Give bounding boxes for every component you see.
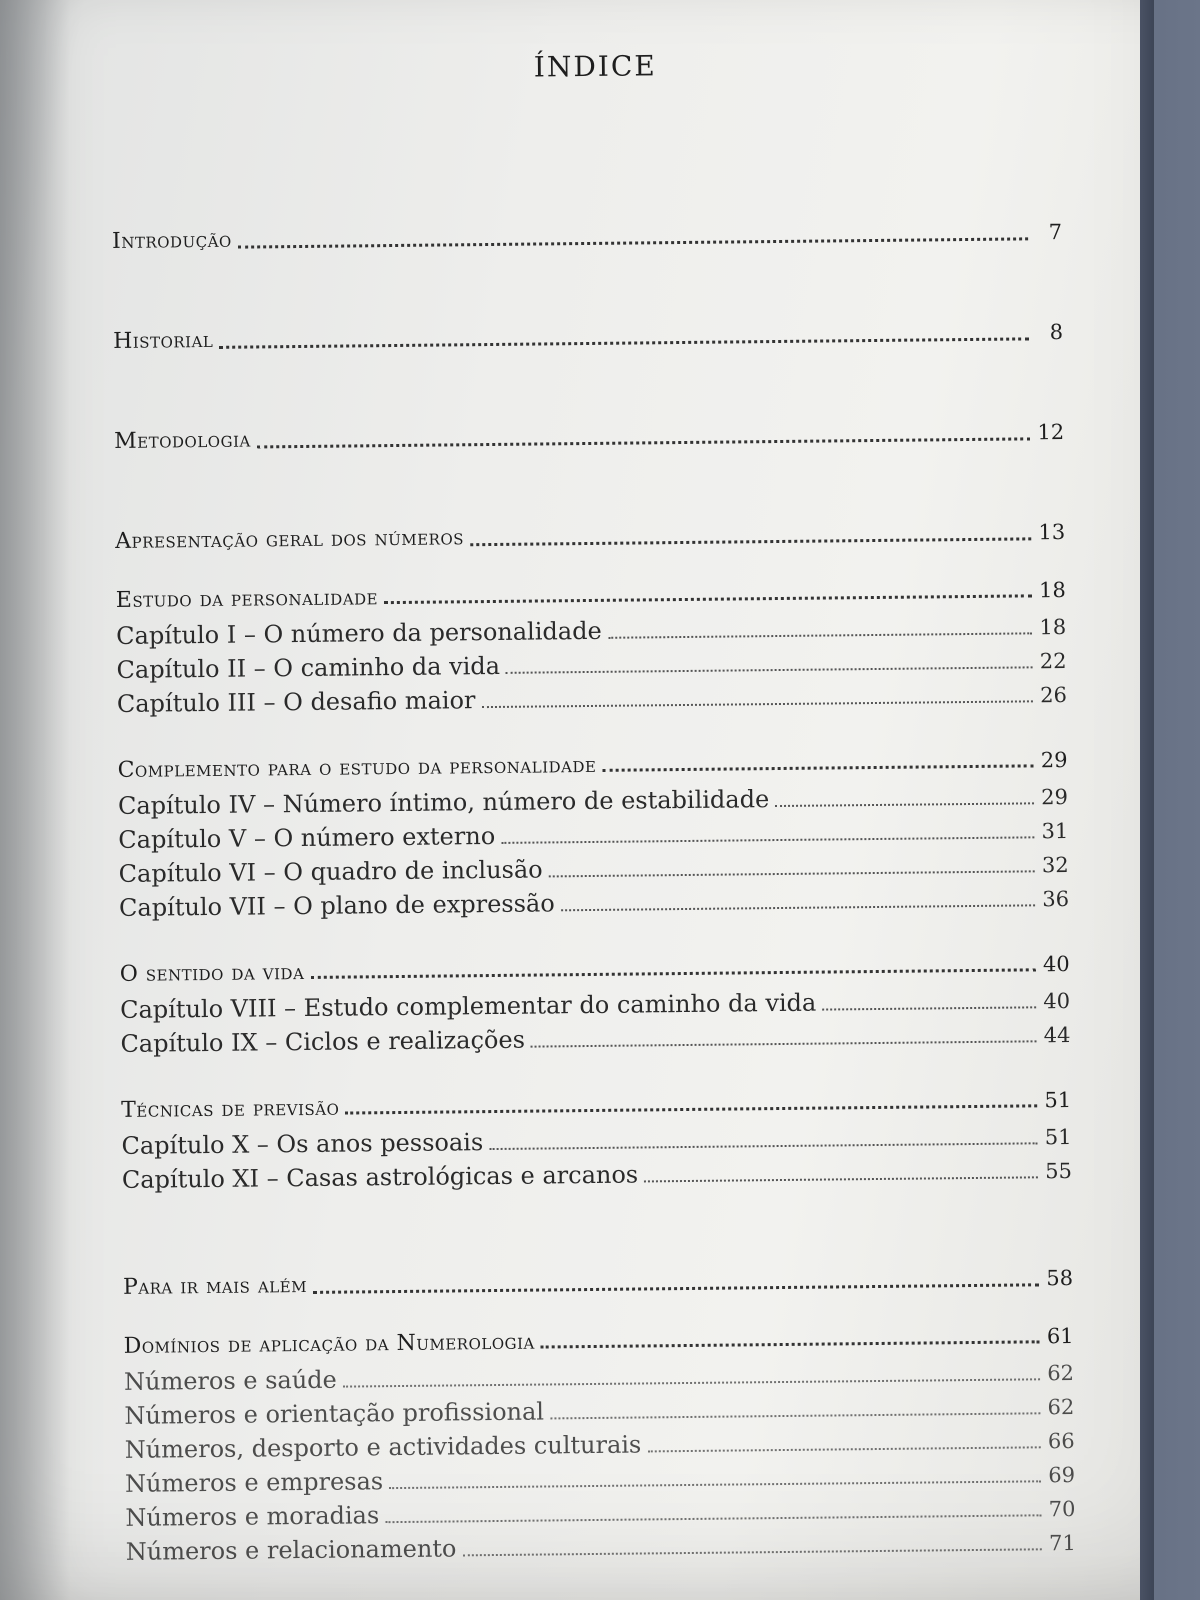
entry-label: Números e moradias bbox=[125, 1501, 380, 1532]
toc-section bbox=[122, 1224, 1073, 1300]
page-number: 62 bbox=[1047, 1394, 1075, 1420]
dot-leader bbox=[313, 1283, 1039, 1294]
dot-leader bbox=[489, 1142, 1037, 1150]
toc-section bbox=[112, 178, 1063, 254]
dot-leader bbox=[550, 1412, 1040, 1419]
entry-label: Números, desporto e actividades culturais bbox=[124, 1430, 642, 1464]
toc-section bbox=[114, 378, 1065, 454]
entry-label: Capítulo I – O número da personalidade bbox=[116, 616, 602, 650]
page-number: 13 bbox=[1038, 519, 1066, 545]
page-number: 40 bbox=[1042, 951, 1070, 977]
toc-heading bbox=[113, 278, 1064, 354]
page-number: 18 bbox=[1038, 577, 1066, 603]
page-number: 61 bbox=[1046, 1323, 1074, 1349]
page-number: 58 bbox=[1046, 1265, 1074, 1291]
page-number: 44 bbox=[1043, 1022, 1071, 1048]
dot-leader bbox=[345, 1104, 1037, 1114]
toc-section bbox=[116, 578, 1067, 724]
dot-leader bbox=[501, 836, 1034, 844]
entry-label: Capítulo X – Os anos pessoais bbox=[121, 1128, 484, 1160]
dot-leader bbox=[647, 1446, 1040, 1452]
entry-label: Capítulo IX – Ciclos e realizações bbox=[120, 1025, 526, 1058]
entry-label: Capítulo V – O número externo bbox=[118, 821, 496, 854]
page-number: 12 bbox=[1037, 420, 1065, 445]
dot-leader bbox=[506, 666, 1033, 674]
page-number: 29 bbox=[1040, 747, 1068, 773]
entry-label: Números e relacionamento bbox=[125, 1534, 457, 1566]
page-number: 8 bbox=[1049, 320, 1064, 345]
toc-section bbox=[115, 478, 1066, 554]
toc-section bbox=[120, 952, 1071, 1064]
page-number: 36 bbox=[1042, 886, 1070, 912]
entry-label: O sentido da vida bbox=[119, 959, 305, 987]
dot-leader bbox=[462, 1548, 1041, 1556]
dot-leader bbox=[561, 904, 1035, 911]
entry-label: Técnicas de previsão bbox=[121, 1095, 340, 1123]
toc-body bbox=[112, 178, 1076, 1572]
entry-label: Números e orientação profissional bbox=[124, 1397, 545, 1430]
page-number: 18 bbox=[1039, 614, 1067, 640]
page-number: 62 bbox=[1047, 1360, 1075, 1386]
entry-label: Números e empresas bbox=[124, 1467, 384, 1498]
dot-leader bbox=[531, 1040, 1037, 1047]
page-number: 71 bbox=[1048, 1530, 1076, 1556]
toc-section bbox=[117, 748, 1069, 928]
dot-leader bbox=[549, 870, 1035, 877]
entry-label: Para ir mais além bbox=[122, 1272, 308, 1300]
page-number: 66 bbox=[1047, 1428, 1075, 1454]
toc-section bbox=[113, 278, 1064, 354]
entry-label: Números e saúde bbox=[123, 1365, 337, 1396]
entry-label: Complemento para o estudo da personalidade bbox=[117, 752, 597, 783]
entry-label: Capítulo II – O caminho da vida bbox=[116, 651, 501, 684]
toc-heading bbox=[112, 178, 1063, 254]
dot-leader bbox=[541, 1340, 1040, 1348]
dot-leader bbox=[384, 594, 1032, 604]
entry-label: Estudo da personalidade bbox=[115, 585, 379, 613]
toc-heading bbox=[114, 378, 1065, 454]
page-title: ÍNDICE bbox=[533, 49, 657, 84]
spine-shadow bbox=[0, 0, 70, 1600]
entry-label: Capítulo XI – Casas astrológicas e arcanos bbox=[121, 1160, 639, 1194]
entry-label: Capítulo VIII – Estudo complementar do caminho da vida bbox=[119, 988, 817, 1024]
page-number: 70 bbox=[1048, 1496, 1076, 1522]
dot-leader bbox=[385, 1514, 1041, 1523]
entry-label: Capítulo VI – O quadro de inclusão bbox=[118, 855, 543, 888]
toc-heading bbox=[122, 1224, 1073, 1300]
entry-label: Capítulo VII – O plano de expressão bbox=[118, 889, 555, 922]
dot-leader bbox=[470, 537, 1031, 546]
dot-leader bbox=[644, 1176, 1038, 1182]
entry-label: Capítulo III – O desafio maior bbox=[116, 686, 476, 718]
dot-leader bbox=[602, 764, 1033, 772]
entry-label: Metodologia bbox=[114, 427, 251, 454]
entry-label: Introdução bbox=[111, 227, 232, 254]
dot-leader bbox=[310, 968, 1035, 979]
toc-section bbox=[121, 1088, 1072, 1200]
page-number: 51 bbox=[1044, 1087, 1072, 1113]
toc-section bbox=[124, 1324, 1076, 1572]
page-number: 26 bbox=[1040, 682, 1068, 708]
dot-leader bbox=[775, 802, 1034, 807]
page-number: 29 bbox=[1041, 784, 1069, 810]
page-number: 51 bbox=[1044, 1124, 1072, 1150]
dot-leader bbox=[481, 700, 1032, 708]
dot-leader bbox=[257, 437, 1030, 448]
dot-leader bbox=[608, 632, 1032, 638]
page-number: 40 bbox=[1043, 988, 1071, 1014]
entry-label: Apresentação geral dos números bbox=[115, 525, 465, 554]
dot-leader bbox=[343, 1378, 1040, 1387]
toc-heading bbox=[115, 478, 1066, 554]
table-of-contents bbox=[110, 35, 1076, 1600]
dot-leader bbox=[389, 1480, 1041, 1489]
dot-leader bbox=[238, 237, 1028, 248]
page-number: 31 bbox=[1041, 818, 1069, 844]
entry-label: Historial bbox=[113, 327, 214, 354]
page-number: 22 bbox=[1039, 648, 1067, 674]
page-number: 32 bbox=[1041, 852, 1069, 878]
dot-leader bbox=[822, 1006, 1036, 1010]
dot-leader bbox=[219, 337, 1029, 348]
page-number: 7 bbox=[1048, 220, 1063, 245]
entry-label: Domínios de aplicação da Numerologia bbox=[123, 1329, 535, 1359]
entry-label: Capítulo IV – Número íntimo, número de estabilidade bbox=[117, 785, 770, 820]
page-number: 69 bbox=[1048, 1462, 1076, 1488]
page-number: 55 bbox=[1045, 1158, 1072, 1184]
